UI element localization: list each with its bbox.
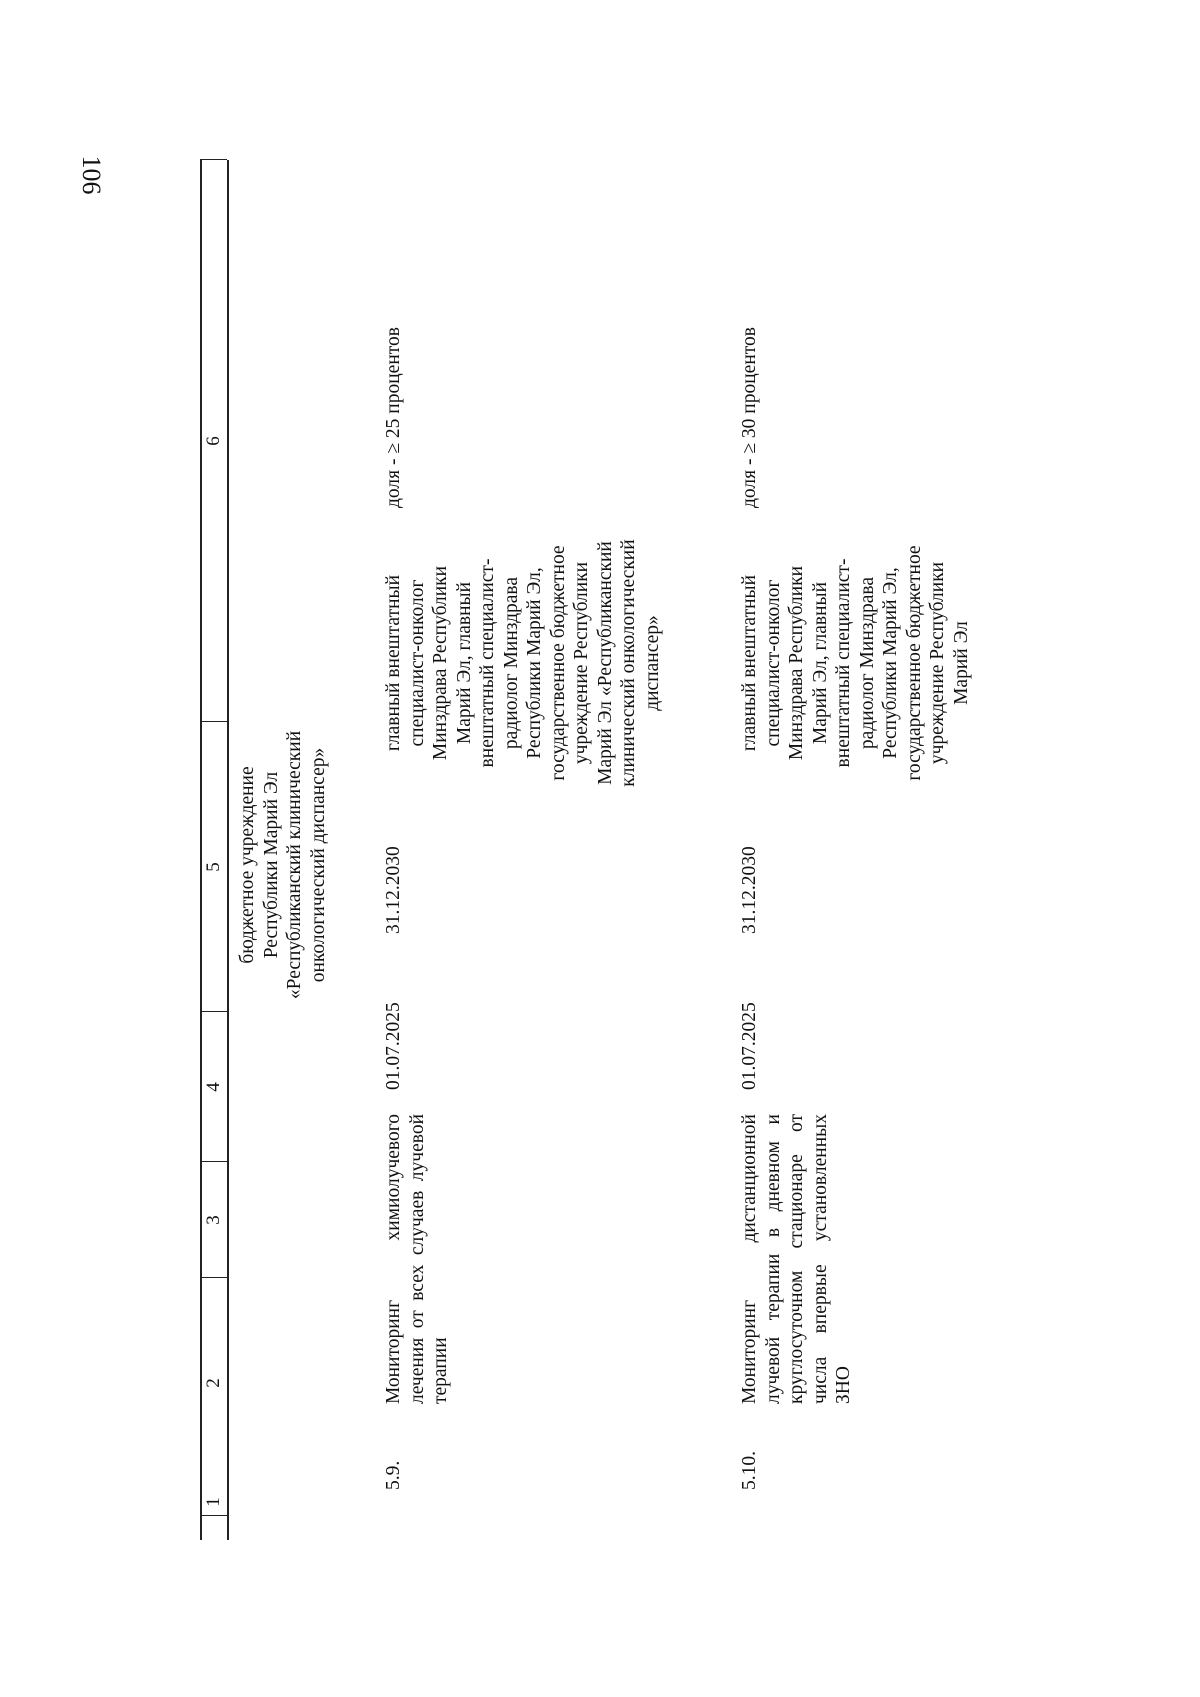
header-bottom-rule xyxy=(227,160,229,1540)
row-5-10-event: Мониторинг дистанционной лучевой терапии в дневном и круглосуточном стационаре от числа впервые установленных ЗНО xyxy=(739,1114,854,1404)
row-5-10-responsible: главный внештатный специалист-онколог Минздрава Республики Марий Эл, главный внештатный специалист-радиолог Минздрава Республики Марий Эл, государственное бюджетное учреждение Республики Марий Эл xyxy=(739,545,972,781)
column-number-5: 5 xyxy=(203,862,224,872)
row-5-9-number: 5.9. xyxy=(383,1460,404,1490)
column-number-6: 6 xyxy=(203,436,224,446)
row-5-10-end-date: 31.12.2030 xyxy=(739,846,760,934)
column-number-2: 2 xyxy=(203,1378,224,1388)
rotated-table xyxy=(200,160,1060,1540)
column-number-1: 1 xyxy=(203,1497,224,1507)
row-5-10-result: доля - ≥ 30 процентов xyxy=(739,327,760,508)
row-5-10-start-date: 01.07.2025 xyxy=(739,1002,760,1090)
page-number: 106 xyxy=(77,155,106,195)
carryover-responsible: бюджетное учреждение Республики Марий Эл «Республиканский клинический онкологический диспансер» xyxy=(237,730,329,1000)
column-number-4: 4 xyxy=(203,1082,224,1092)
row-5-9-responsible: главный внештатный специалист-онколог Минздрава Республики Марий Эл, главный внештатный специалист-радиолог Минздрава Республики Марий Эл, государственное бюджетное учреждение Республики Марий Эл «Республиканский клинический онкологический диспансер» xyxy=(383,539,663,787)
row-5-9-event: Мониторинг химиолучевого лечения от всех случаев лучевой терапии xyxy=(383,1114,451,1404)
row-5-9-end-date: 31.12.2030 xyxy=(383,846,404,934)
row-5-10-number: 5.10. xyxy=(739,1451,760,1490)
row-5-9-result: доля - ≥ 25 процентов xyxy=(383,327,404,508)
row-5-9-start-date: 01.07.2025 xyxy=(383,1002,404,1090)
column-number-3: 3 xyxy=(203,1215,224,1225)
